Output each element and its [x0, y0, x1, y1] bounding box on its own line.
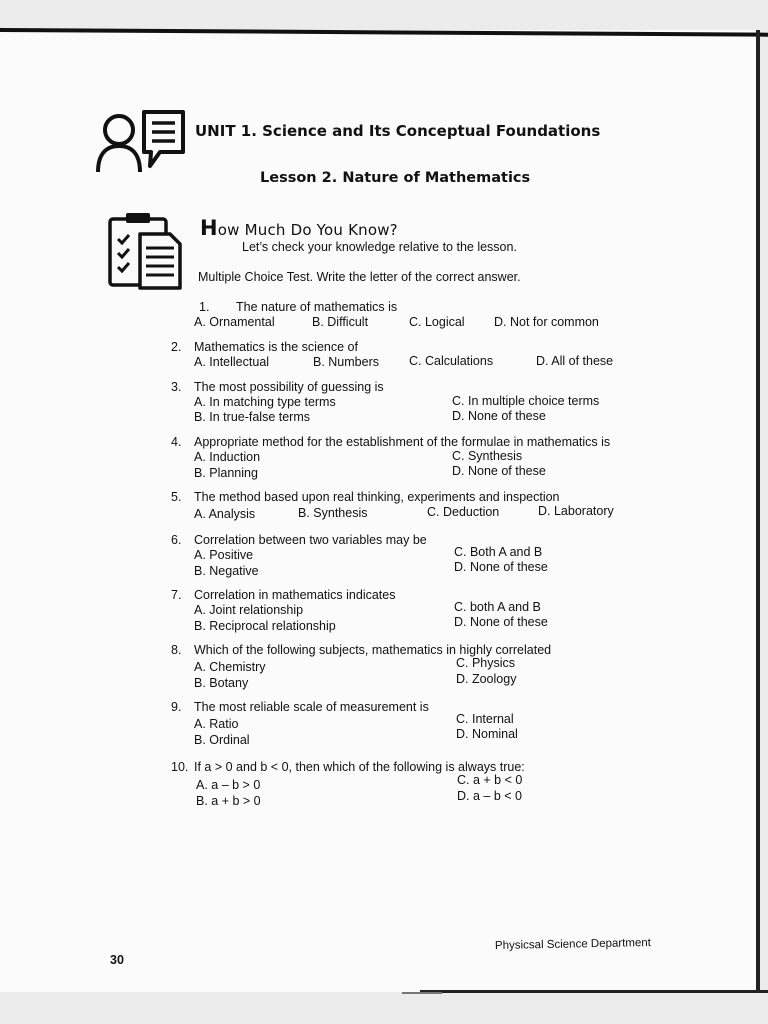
question-text: Appropriate method for the establishment of the formulae in mathematics is	[194, 435, 611, 449]
option-c: C. Physics	[456, 656, 516, 670]
option-d: D. Nominal	[456, 727, 518, 741]
option-a: A. Intellectual	[194, 355, 270, 369]
section-title	[200, 216, 398, 240]
question-number: 1.	[199, 300, 210, 314]
option-b: B. Planning	[194, 466, 258, 480]
option-b: B. Botany	[194, 676, 249, 690]
question-number: 2.	[171, 340, 182, 354]
question-number: 3.	[171, 380, 182, 394]
footer-department: Physicsal Science Department	[494, 937, 652, 952]
option-c: C. Logical	[409, 315, 465, 329]
option-c: C. In multiple choice terms	[452, 394, 600, 408]
section-title-initial: H	[200, 216, 218, 240]
question-text: The nature of mathematics is	[236, 300, 398, 314]
question-number: 4.	[171, 435, 182, 449]
option-a: A. Analysis	[194, 507, 256, 521]
option-a: A. Ratio	[194, 717, 239, 731]
question-text: The most reliable scale of measurement is	[194, 700, 429, 714]
option-b: B. Numbers	[313, 355, 379, 369]
question-text: If a > 0 and b < 0, then which of the following is always true:	[194, 760, 525, 774]
question-text: The method based upon real thinking, experiments and inspection	[194, 490, 560, 504]
option-d: D. a – b < 0	[457, 789, 522, 803]
question-text: The most possibility of guessing is	[194, 380, 384, 394]
lesson-title: Lesson 2. Nature of Mathematics	[260, 170, 531, 186]
question-text: Mathematics is the science of	[194, 340, 358, 354]
page-bottom-mark	[402, 992, 442, 994]
question-text: Correlation between two variables may be	[194, 533, 427, 547]
option-d: D. None of these	[454, 615, 548, 629]
option-d: D. None of these	[452, 409, 546, 423]
page-right-edge	[756, 30, 760, 990]
option-d: D. Zoology	[456, 672, 517, 686]
option-a: A. Ornamental	[194, 315, 275, 329]
section-intro: Let’s check your knowledge relative to the lesson.	[242, 240, 517, 254]
option-c: C. Synthesis	[452, 449, 523, 463]
option-a: A. In matching type terms	[194, 395, 336, 409]
option-b: B. In true-false terms	[194, 410, 311, 424]
person-speech-icon	[94, 108, 190, 176]
question-number: 5.	[171, 490, 182, 504]
option-c: C. both A and B	[454, 600, 541, 614]
option-c: C. a + b < 0	[457, 773, 523, 787]
option-b: B. Difficult	[312, 315, 369, 329]
option-b: B. Reciprocal relationship	[194, 619, 336, 633]
question-number: 9.	[171, 700, 182, 714]
option-d: D. None of these	[454, 560, 548, 574]
page-number: 30	[110, 953, 124, 967]
option-b: B. Synthesis	[298, 506, 368, 520]
page-bottom-edge	[420, 990, 768, 993]
test-instructions: Multiple Choice Test. Write the letter of the correct answer.	[198, 270, 521, 284]
option-d: D. Not for common	[494, 315, 599, 329]
unit-title: UNIT 1. Science and Its Conceptual Foundations	[195, 122, 601, 140]
option-b: B. Ordinal	[194, 733, 250, 747]
option-a: A. Chemistry	[194, 660, 266, 674]
section-title-rest: ow Much Do You Know?	[217, 221, 398, 239]
option-a: A. Positive	[194, 548, 254, 562]
question-text: Correlation in mathematics indicates	[194, 588, 396, 602]
option-d: D. Laboratory	[538, 504, 614, 518]
question-text: Which of the following subjects, mathematics in highly correlated	[194, 643, 552, 657]
option-a: A. Joint relationship	[194, 603, 304, 617]
option-c: C. Deduction	[427, 505, 500, 519]
option-c: C. Both A and B	[454, 545, 543, 559]
question-number: 8.	[171, 643, 182, 657]
question-number: 7.	[171, 588, 182, 602]
question-number: 10.	[171, 760, 189, 774]
option-b: B. Negative	[194, 564, 259, 578]
option-d: D. None of these	[452, 464, 546, 478]
option-b: B. a + b > 0	[196, 794, 261, 808]
question-number: 6.	[171, 533, 182, 547]
clipboard-checklist-icon	[106, 210, 186, 290]
option-c: C. Internal	[456, 712, 514, 726]
option-c: C. Calculations	[409, 354, 494, 368]
option-a: A. a – b > 0	[196, 778, 261, 792]
option-a: A. Induction	[194, 450, 261, 464]
option-d: D. All of these	[536, 354, 614, 368]
